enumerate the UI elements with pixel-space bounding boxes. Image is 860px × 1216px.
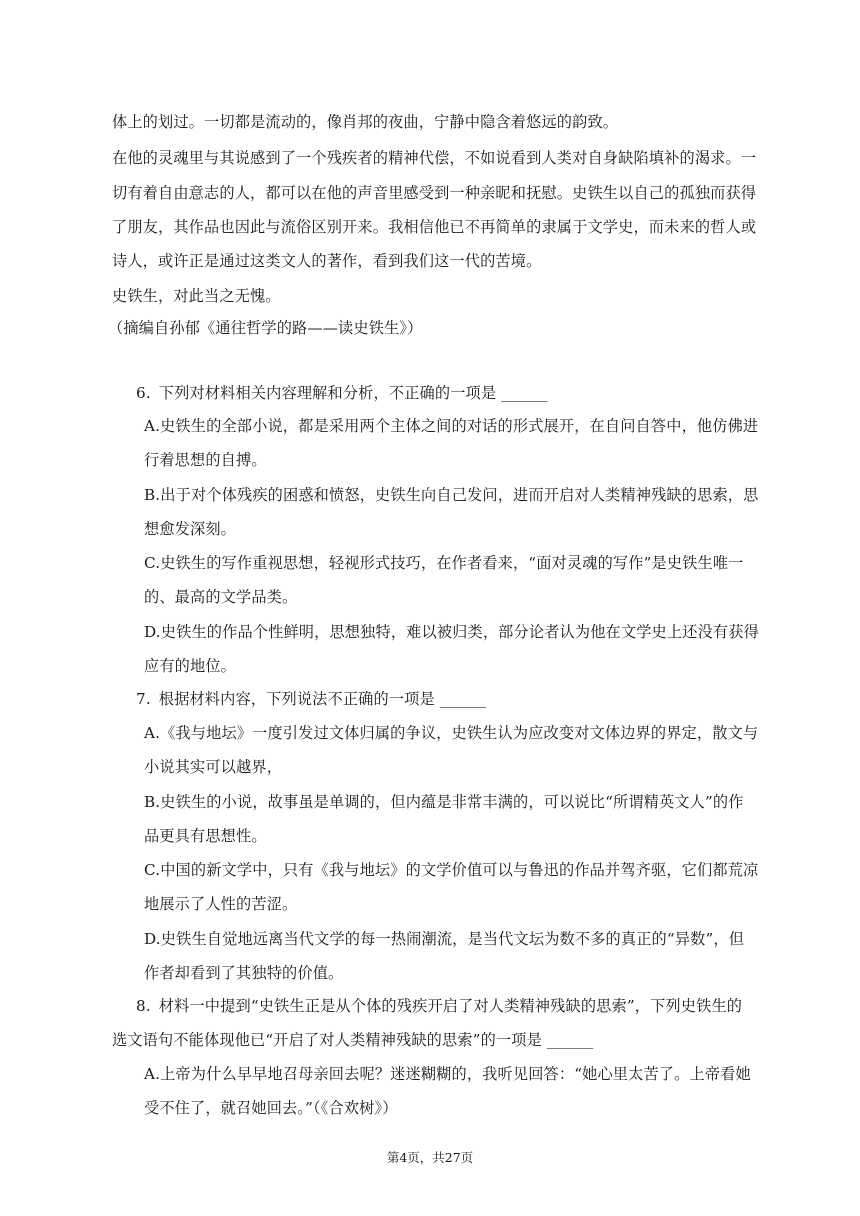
- question-text: 根据材料内容，下列说法不正确的一项是 ______: [158, 690, 487, 708]
- option-c-line: C.史铁生的写作重视思想，轻视形式技巧，在作者看来，“面对灵魂的写作”是史铁生唯一: [144, 554, 744, 572]
- option-b-line: B.史铁生的小说，故事虽是单调的，但内蕴是非常丰满的，可以说比“所谓精英文人”的作: [144, 793, 744, 811]
- option-a-line: A.上帝为什么早早地召母亲回去呢？迷迷糊糊的，我听见回答：“她心里太苦了。上帝看她: [144, 1065, 751, 1083]
- option-b-line: 品更具有思想性。: [144, 827, 267, 845]
- question-7-stem: [136, 689, 776, 709]
- passage-line: 史铁生，对此当之无愧。: [112, 287, 281, 305]
- passage-line: 体上的划过。一切都是流动的，像肖邦的夜曲，宁静中隐含着悠远的韵致。: [112, 113, 619, 131]
- passage-source: （摘编自孙郁《通往哲学的路——读史铁生》）: [108, 319, 423, 337]
- page-number-footer: 第4页，共27页: [386, 1150, 474, 1165]
- option-d-line: D.史铁生自觉地远离当代文学的每一热闹潮流，是当代文坛为数不多的真正的“异数”，但: [144, 930, 745, 948]
- option-c-line: 的、最高的文学品类。: [144, 588, 298, 606]
- question-number: 8.: [136, 997, 151, 1015]
- option-d-line: D.史铁生的作品个性鲜明，思想独特，难以被归类，部分论者认为他在文学史上还没有获得: [144, 623, 759, 641]
- option-a-line: A.史铁生的全部小说，都是采用两个主体之间的对话的形式展开，在自问自答中，他仿佛进: [144, 417, 759, 435]
- option-b-line: B.出于对个体残疾的困惑和愤怒，史铁生向自己发问，进而开启对人类精神残缺的思索，思: [144, 486, 759, 504]
- option-b-line: 想愈发深刻。: [144, 520, 237, 538]
- option-a-line: 小说其实可以越界，: [144, 758, 283, 776]
- question-text: 下列对材料相关内容理解和分析，不正确的一项是 ______: [158, 384, 548, 402]
- question-number: 7.: [136, 690, 151, 708]
- option-c-line: C.中国的新文学中，只有《我与地坛》的文学价值可以与鲁迅的作品并驾齐驱，它们都荒凉: [144, 861, 759, 879]
- option-a-line: A.《我与地坛》一度引发过文体归属的争议，史铁生认为应改变对文体边界的界定，散文与: [144, 724, 759, 742]
- question-8-stem: [136, 996, 776, 1016]
- option-d-line: 应有的地位。: [144, 657, 237, 675]
- passage-line: 了朋友，其作品也因此与流俗区别开来。我相信他已不再简单的隶属于文学史，而未来的哲人或: [112, 218, 757, 236]
- option-a-line: 行着思想的自搏。: [144, 451, 267, 469]
- question-text: 材料一中提到“史铁生正是从个体的残疾开启了对人类精神残缺的思索”，下列史铁生的: [158, 997, 743, 1015]
- passage-line: 在他的灵魂里与其说感到了一个残疾者的精神代偿，不如说看到人类对自身缺陷填补的渴求。一: [112, 149, 757, 167]
- question-6-stem: [136, 383, 776, 403]
- question-8-stem-continued: 选文语句不能体现他已“开启了对人类精神残缺的思索”的一项是 ______: [112, 1031, 594, 1049]
- option-a-line: 受不住了，就召她回去。”（《合欢树》）: [144, 1099, 398, 1117]
- question-number: 6.: [136, 384, 151, 402]
- passage-line: 切有着自由意志的人，都可以在他的声音里感受到一种亲昵和抚慰。史铁生以自己的孤独而获得: [112, 184, 757, 202]
- option-d-line: 作者却看到了其独特的价值。: [144, 964, 344, 982]
- option-c-line: 地展示了人性的苦涩。: [144, 895, 298, 913]
- passage-line: 诗人，或许正是通过这类文人的著作，看到我们这一代的苦境。: [112, 252, 542, 270]
